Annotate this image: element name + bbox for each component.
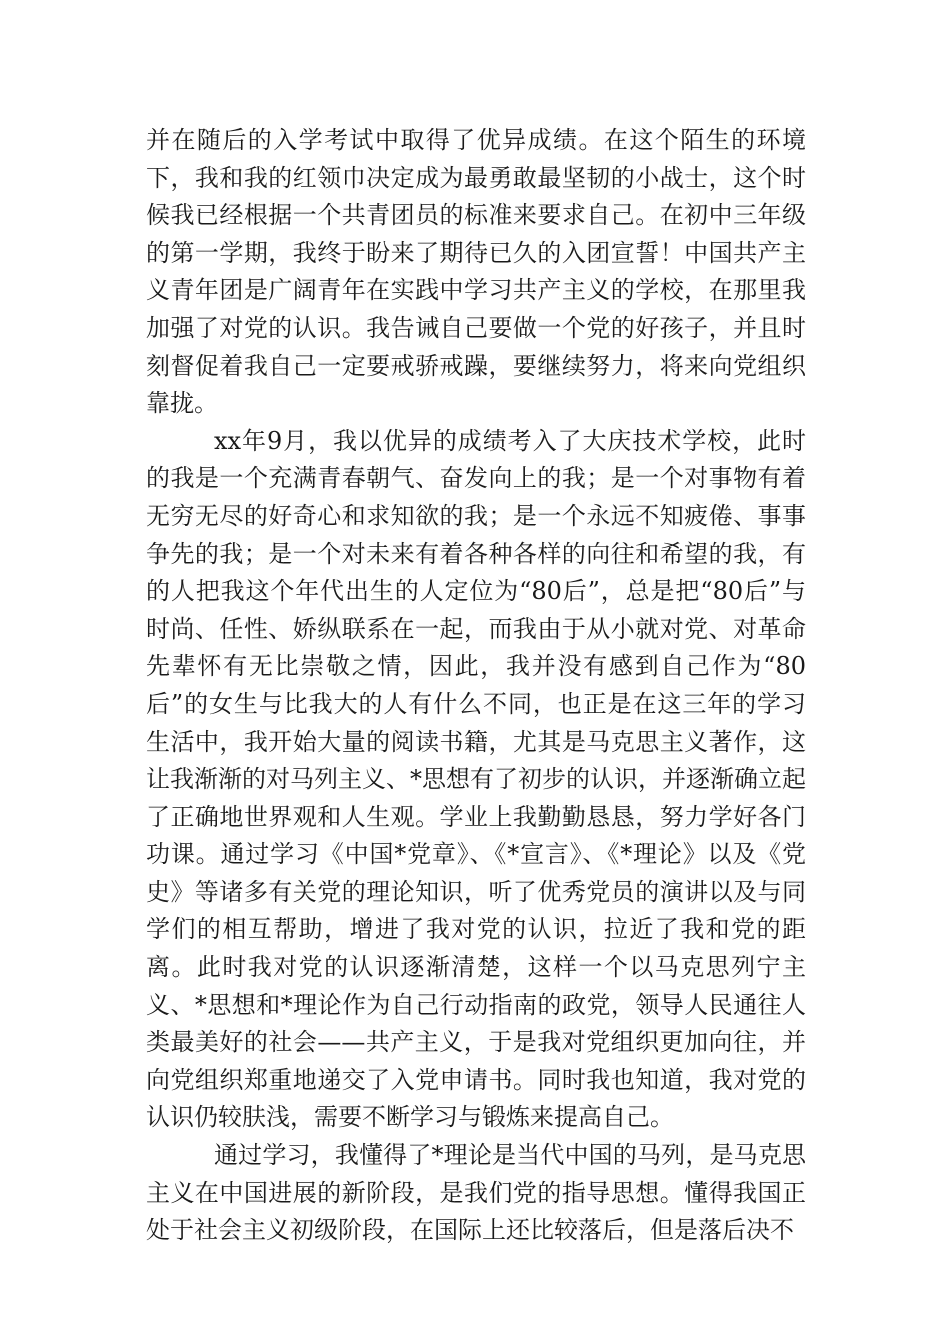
paragraph-2: xx年9月，我以优异的成绩考入了大庆技术学校，此时的我是一个充满青春朝气、奋发向上的我；是一个对事物有着无穷无尽的好奇心和求知欲的我；是一个永远不知疲倦、事事争先的我；是一个对未来有着各种各样的向往和希望的我，有的人把我这个年代出生的人定位为“80后”，总是把“80后”与时尚、任性、娇纵联系在一起，而我由于从小就对党、对革命先辈怀有无比崇敬之情，因此，我并没有感到自己作为“80后”的女生与比我大的人有什么不同，也正是在这三年的学习生活中，我开始大量的阅读书籍，尤其是马克思主义著作，这让我渐渐的对马列主义、*思想有了初步的认识，并逐渐确立起了正确地世界观和人生观。学业上我勤勤恳恳，努力学好各门功课。通过学习《中国*党章》、《*宣言》、《*理论》以及《党史》等诸多有关党的理论知识，听了优秀党员的演讲以及与同学们的相互帮助，增进了我对党的认识，拉近了我和党的距离。此时我对党的认识逐渐清楚，这样一个以马克思列宁主义、*思想和*理论作为自己行动指南的政党，领导人民通往人类最美好的社会——共产主义，于是我对党组织更加向往，并向党组织郑重地递交了入党申请书。同时我也知道，我对党的认识仍较肤浅，需要不断学习与锻炼来提高自己。 (146, 426, 806, 1132)
document-body (146, 122, 806, 1250)
paragraph-3: 通过学习，我懂得了*理论是当代中国的马列，是马克思主义在中国进展的新阶段，是我们党的指导思想。懂得我国正处于社会主义初级阶段，在国际上还比较落后，但是落后决不 (146, 1141, 806, 1245)
paragraph-1: 并在随后的入学考试中取得了优异成绩。在这个陌生的环境下，我和我的红领巾决定成为最勇敢最坚韧的小战士，这个时候我已经根据一个共青团员的标准来要求自己。在初中三年级的第一学期，我终于盼来了期待已久的入团宣誓！中国共产主义青年团是广阔青年在实践中学习共产主义的学校，在那里我加强了对党的认识。我告诫自己要做一个党的好孩子，并且时刻督促着我自己一定要戒骄戒躁，要继续努力，将来向党组织靠拢。 (146, 126, 806, 418)
